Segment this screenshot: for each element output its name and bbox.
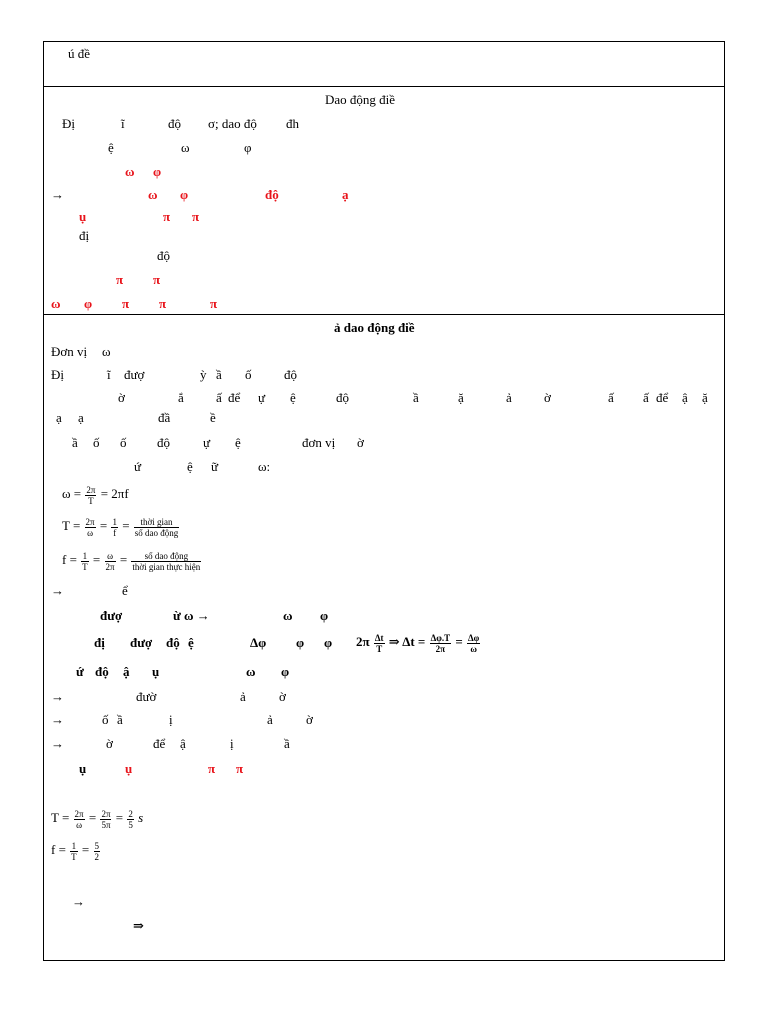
s2-l10-a: ứ <box>76 664 84 679</box>
formula-frequency <box>62 546 202 574</box>
f-dt-d3: ω <box>470 643 477 654</box>
s1-l3-a: ω <box>125 164 135 179</box>
s1-l5-a: ụ <box>79 209 87 224</box>
s2-l10-d: ụ <box>152 664 160 679</box>
s2-l12-a: ố <box>102 712 109 727</box>
row-divider-1 <box>44 86 724 87</box>
f-dt-frac1 <box>374 633 385 654</box>
s2-l2-b: ĩ <box>107 367 111 382</box>
f5-frac1 <box>70 841 78 862</box>
f4-n2: 2π <box>101 808 111 819</box>
f1-den: T <box>88 495 94 506</box>
s2-l2-f: ố <box>245 367 252 382</box>
s2-l4-a: ạ <box>56 410 62 425</box>
s2-l10-b: độ <box>95 664 109 679</box>
s2-l9-f: φ <box>296 635 305 650</box>
f5-lhs: f = <box>51 842 66 857</box>
f4-lhs: T = <box>51 810 70 825</box>
s2-l3-n: để <box>656 390 669 405</box>
f4-eq1: = <box>88 810 97 825</box>
f4-d1: ω <box>76 819 83 830</box>
formula-frequency-example <box>51 836 101 864</box>
s2-l3-d: để <box>228 390 241 405</box>
f4-frac1 <box>74 809 85 830</box>
s2-l16-arrow: ⇒ <box>133 918 144 933</box>
s1-l1-c: độ <box>168 116 181 131</box>
s2-l10-f: φ <box>281 664 290 679</box>
f4-eq2: = <box>115 810 124 825</box>
s2-l1-b: ω <box>102 344 111 359</box>
s2-l5-e: ự <box>203 435 211 450</box>
f5-d1: T <box>71 851 77 862</box>
s2-l10-e: ω <box>246 664 256 679</box>
f5-eq: = <box>81 842 90 857</box>
s1-l8-b: π <box>153 272 161 287</box>
formula-delta-t <box>356 628 481 656</box>
s2-l2-e: ầ <box>216 367 222 382</box>
f3-d2: 2π <box>105 561 115 572</box>
f2-n1: 2π <box>85 516 95 527</box>
s2-l7-arrow: → <box>51 583 64 598</box>
f5-d2: 2 <box>94 851 100 862</box>
s2-l14-b: ụ <box>125 761 133 776</box>
f-dt-n2: Δφ.T <box>430 632 451 643</box>
s1-l6-a: đị <box>79 228 90 243</box>
f-dt-d2: 2π <box>435 643 446 654</box>
s1-l4-a: ω <box>148 187 158 202</box>
f3-eq1: = <box>92 552 101 567</box>
s1-l1-a: Đị <box>62 116 75 131</box>
s1-l9-c: π <box>122 296 130 311</box>
s2-l9-d: ệ <box>188 635 194 650</box>
f2-d1: ω <box>87 527 94 538</box>
f-dt-2pi: 2π <box>356 634 370 649</box>
f1-num: 2π <box>86 484 96 495</box>
f3-n2: ω <box>105 551 116 562</box>
s2-l13-b: để <box>153 736 166 751</box>
formula-period-example <box>51 804 143 832</box>
s2-l11-b: ả <box>240 689 246 704</box>
s2-l7-a: ể <box>122 583 128 598</box>
f-dt-implies: ⇒ Δt = <box>388 634 426 649</box>
f3-n3: số dao động <box>131 551 201 562</box>
f5-n2: 5 <box>94 840 100 851</box>
s2-l3-e: ự <box>258 390 266 405</box>
s2-l5-a: ầ <box>72 435 78 450</box>
s2-l3-j: ả <box>506 390 512 405</box>
s2-l3-f: ệ <box>290 390 296 405</box>
s2-l2-g: độ <box>284 367 297 382</box>
s1-l1-d: σ; dao độ <box>208 116 257 131</box>
f-dt-n1: Δt <box>374 632 384 643</box>
f1-rhs: = 2πf <box>100 486 129 501</box>
s2-l4-c: đầ <box>158 410 171 425</box>
s2-l11-a: đườ <box>136 689 157 704</box>
f4-unit: s <box>138 810 144 825</box>
s2-l12-arrow: → <box>51 712 64 727</box>
f3-lhs: f = <box>62 552 77 567</box>
s2-l2-a: Đị <box>51 367 64 382</box>
section1-title: Dao động điề <box>325 92 396 107</box>
f4-n1: 2π <box>74 808 84 819</box>
s1-l9-a: ω <box>51 296 61 311</box>
f3-n1: 1 <box>82 550 88 561</box>
s1-l1-b: ĩ <box>121 116 125 131</box>
f-dt-eq: = <box>455 634 463 649</box>
s2-l3-k: ờ <box>544 390 551 405</box>
f2-eq2: = <box>122 518 130 533</box>
s2-l8-b: ừ ω → <box>173 608 210 623</box>
f1-fraction <box>85 485 96 506</box>
s2-l5-g: đơn vị <box>302 435 336 450</box>
f2-d3: số dao động <box>134 527 179 538</box>
formula-period <box>62 512 180 540</box>
s2-l6-a: ứ <box>134 459 142 474</box>
f4-frac2 <box>100 809 111 830</box>
s1-l4-d: ạ <box>342 187 349 202</box>
f2-frac3 <box>134 517 180 538</box>
s2-l12-c: ị <box>169 712 173 727</box>
s2-l13-c: ậ <box>180 736 186 751</box>
s2-l3-m: ấ <box>643 390 649 405</box>
s2-l3-a: ờ <box>118 390 125 405</box>
f5-frac2 <box>94 841 101 862</box>
s2-l4-b: ạ <box>78 410 84 425</box>
row1-text: ú đề <box>68 46 91 61</box>
s2-l13-e: ầ <box>284 736 290 751</box>
f3-frac1 <box>81 551 89 572</box>
s1-l3-b: φ <box>153 164 162 179</box>
f-dt-d1: T <box>376 643 383 654</box>
f3-eq2: = <box>119 552 128 567</box>
s1-l2-a: ệ <box>108 140 114 155</box>
f3-frac2 <box>105 551 116 572</box>
f-dt-frac3 <box>467 633 480 654</box>
s2-l3-o: ậ <box>682 390 688 405</box>
s2-l5-d: độ <box>157 435 170 450</box>
s2-l12-e: ờ <box>306 712 313 727</box>
f3-d3: thời gian thực hiện <box>132 561 201 572</box>
s1-l9-b: φ <box>84 296 93 311</box>
s2-l15-arrow: → <box>72 894 85 909</box>
f-dt-n3: Δφ <box>468 632 480 643</box>
f3-d1: T <box>82 561 88 572</box>
s2-l5-f: ệ <box>235 435 241 450</box>
s2-l14-c: π <box>208 761 216 776</box>
f2-frac2 <box>111 517 118 538</box>
f5-n1: 1 <box>71 840 77 851</box>
s2-l6-d: ω: <box>258 459 271 474</box>
f4-frac3 <box>127 809 134 830</box>
section2-title: ả dao động điề <box>334 320 415 335</box>
s2-l12-d: ả <box>267 712 273 727</box>
f2-d2: f <box>113 527 117 538</box>
f4-d2: 5π <box>101 819 111 830</box>
f2-n2: 1 <box>112 516 117 527</box>
s2-l9-a: đị <box>94 635 105 650</box>
s2-l12-b: ầ <box>117 712 123 727</box>
outer-table <box>43 41 725 961</box>
s1-l8-a: π <box>116 272 124 287</box>
s2-l9-c: độ <box>166 635 180 650</box>
s2-l3-l: ấ <box>608 390 614 405</box>
s2-l13-d: ị <box>230 736 234 751</box>
s1-l9-e: π <box>210 296 218 311</box>
s2-l6-b: ệ <box>187 459 193 474</box>
s2-l11-arrow: → <box>51 689 64 704</box>
s2-l3-i: ặ <box>458 390 464 405</box>
f2-frac1 <box>85 517 96 538</box>
s2-l4-d: ề <box>210 410 216 425</box>
s1-l4-c: độ <box>265 187 279 202</box>
s2-l8-c: ω <box>283 608 293 623</box>
s1-l2-c: φ <box>244 140 252 155</box>
s2-l8-a: đượ <box>100 608 123 623</box>
f2-lhs: T = <box>62 518 81 533</box>
s2-l2-d: ỳ <box>200 367 207 382</box>
f4-n3: 2 <box>128 808 133 819</box>
s2-l10-c: ậ <box>123 664 130 679</box>
row-divider-2 <box>44 314 724 315</box>
s2-l6-c: ữ <box>211 459 219 474</box>
s1-l9-d: π <box>159 296 167 311</box>
f2-eq1: = <box>99 518 108 533</box>
formula-omega <box>62 480 129 508</box>
s2-l9-b: đượ <box>130 635 153 650</box>
s1-l4-b: φ <box>180 187 189 202</box>
s2-l13-a: ờ <box>106 736 113 751</box>
s1-l7-a: độ <box>157 248 170 263</box>
f4-d3: 5 <box>128 819 133 830</box>
s2-l3-p: ặ <box>702 390 708 405</box>
f1-lhs: ω = <box>62 486 82 501</box>
f3-frac3 <box>131 551 201 572</box>
s2-l5-h: ờ <box>357 435 364 450</box>
s2-l5-b: ố <box>93 435 100 450</box>
s2-l14-d: π <box>236 761 244 776</box>
s2-l9-e: Δφ <box>250 635 267 650</box>
s1-l5-c: π <box>192 209 200 224</box>
s1-l2-b: ω <box>181 140 190 155</box>
s1-l1-e: đh <box>286 116 299 131</box>
s2-l9-g: φ <box>324 635 333 650</box>
s2-l3-b: ắ <box>178 390 184 405</box>
s2-l8-d: φ <box>320 608 329 623</box>
s2-l3-c: ấ <box>216 390 222 405</box>
s2-l11-c: ờ <box>279 689 286 704</box>
s2-l3-h: ầ <box>413 390 419 405</box>
s2-l5-c: ố <box>120 435 127 450</box>
f-dt-frac2 <box>430 633 452 654</box>
s1-l4-arrow: → <box>51 187 64 202</box>
s2-l14-a: ụ <box>79 761 87 776</box>
s2-l13-arrow: → <box>51 736 64 751</box>
s2-l3-g: độ <box>336 390 349 405</box>
f2-n3: thời gian <box>134 517 180 528</box>
s2-l2-c: đượ <box>124 367 145 382</box>
s1-l5-b: π <box>163 209 171 224</box>
s2-l1-a: Đơn vị <box>51 344 88 359</box>
